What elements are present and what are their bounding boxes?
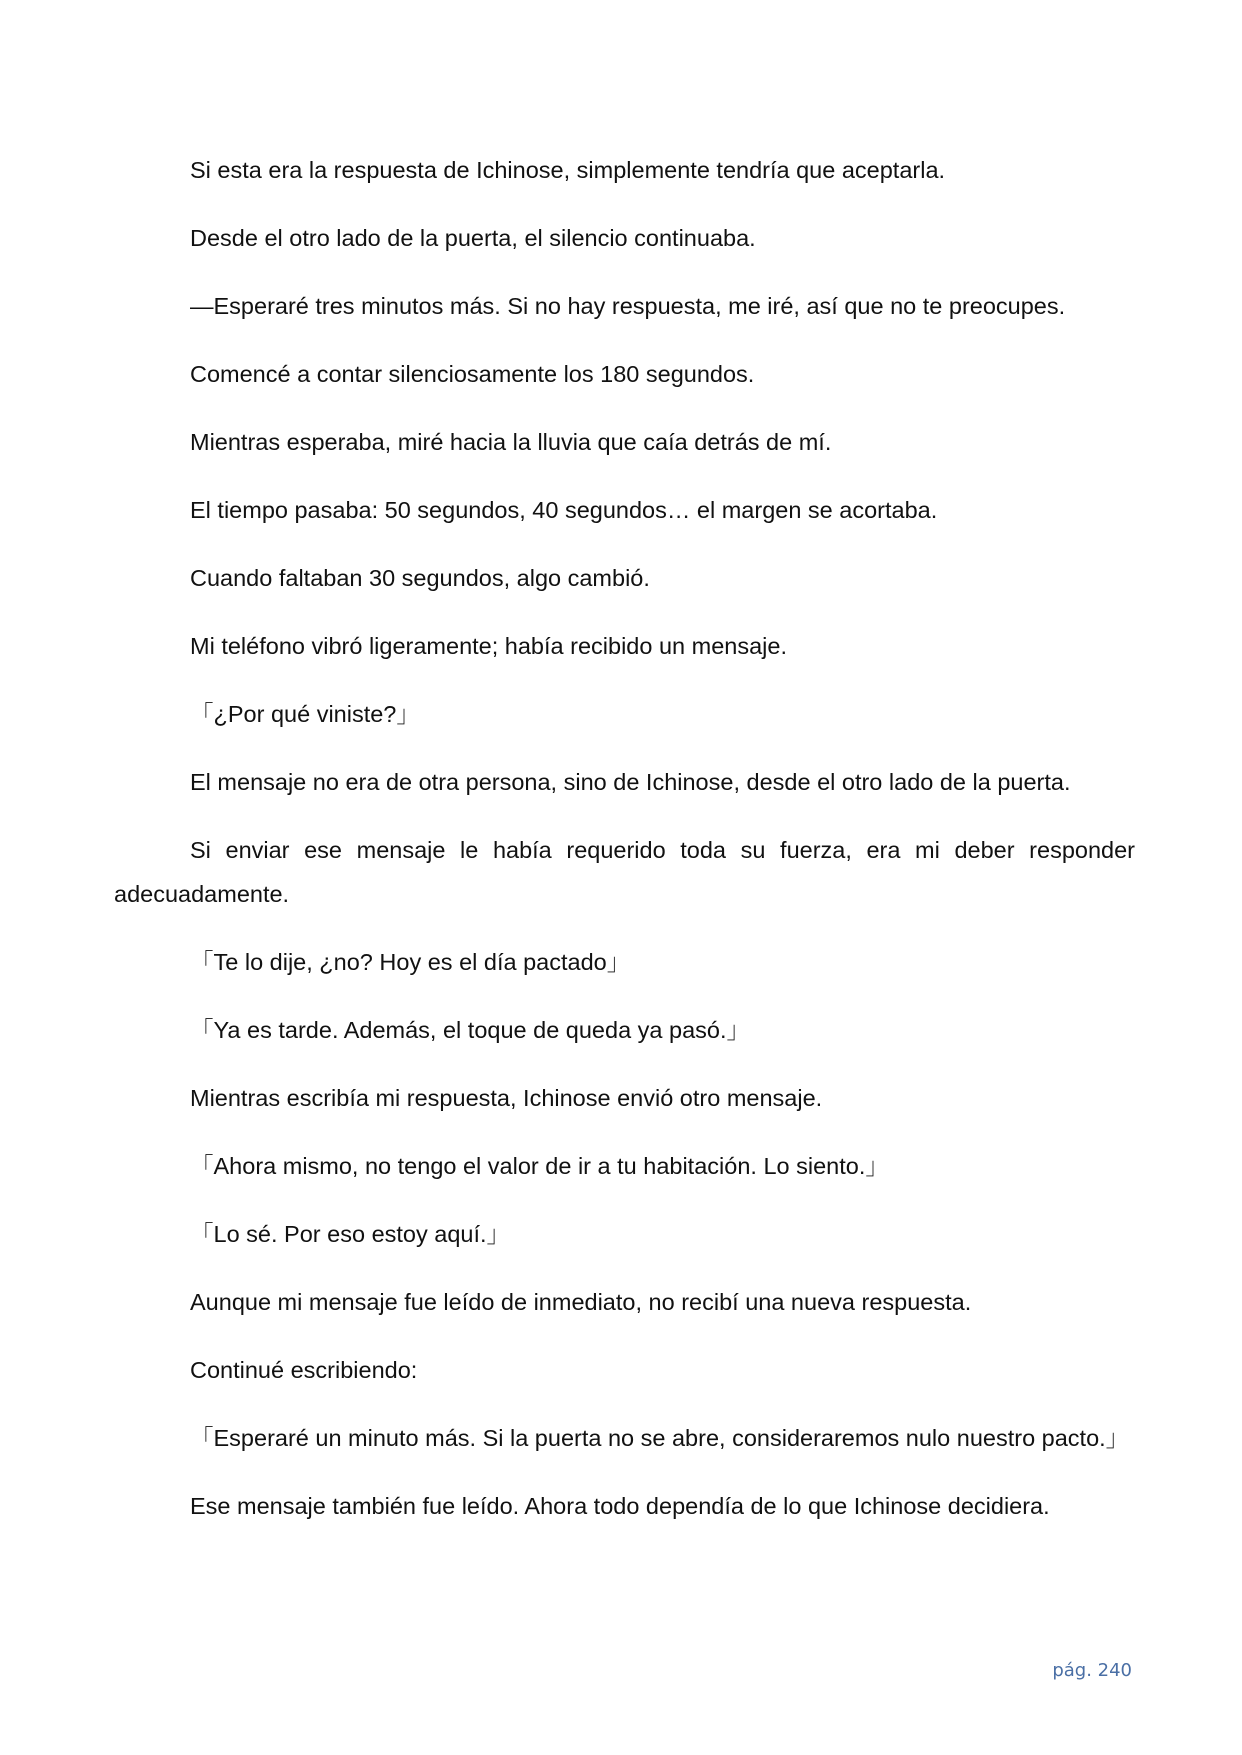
paragraph: 「Esperaré un minuto más. Si la puerta no se abre, consideraremos nulo nuestro pacto.」 (190, 1425, 1130, 1451)
paragraph: Mientras esperaba, miré hacia la lluvia que caía detrás de mí. (190, 429, 832, 455)
paragraph: 「Ya es tarde. Además, el toque de queda ya pasó.」 (190, 1017, 751, 1043)
paragraph: Comencé a contar silenciosamente los 180 segundos. (190, 361, 755, 387)
paragraph: Si esta era la respuesta de Ichinose, simplemente tendría que aceptarla. (190, 157, 946, 183)
paragraph: Si enviar ese mensaje le había requerido toda su fuerza, era mi deber responder adecuadamente. (114, 837, 1135, 907)
paragraph: Desde el otro lado de la puerta, el silencio continuaba. (190, 225, 756, 251)
page-number: pág. 240 (1052, 1660, 1132, 1681)
paragraph: Ese mensaje también fue leído. Ahora todo dependía de lo que Ichinose decidiera. (190, 1493, 1050, 1519)
paragraph: 「¿Por qué viniste?」 (190, 701, 420, 727)
paragraph: 「Lo sé. Por eso estoy aquí.」 (190, 1221, 511, 1247)
paragraph: 「Te lo dije, ¿no? Hoy es el día pactado」 (190, 949, 631, 975)
paragraph: —Esperaré tres minutos más. Si no hay respuesta, me iré, así que no te preocupes. (190, 293, 1066, 319)
paragraph: Mientras escribía mi respuesta, Ichinose envió otro mensaje. (190, 1085, 823, 1111)
paragraph: Continué escribiendo: (190, 1357, 418, 1383)
paragraph: 「Ahora mismo, no tengo el valor de ir a tu habitación. Lo siento.」 (190, 1153, 889, 1179)
paragraph: El tiempo pasaba: 50 segundos, 40 segundos… el margen se acortaba. (190, 497, 938, 523)
paragraph: Cuando faltaban 30 segundos, algo cambió. (190, 565, 650, 591)
paragraph: Mi teléfono vibró ligeramente; había recibido un mensaje. (190, 633, 787, 659)
paragraph: Aunque mi mensaje fue leído de inmediato, no recibí una nueva respuesta. (190, 1289, 972, 1315)
body-text (114, 148, 1135, 1552)
paragraph: El mensaje no era de otra persona, sino de Ichinose, desde el otro lado de la puerta. (190, 769, 1071, 795)
